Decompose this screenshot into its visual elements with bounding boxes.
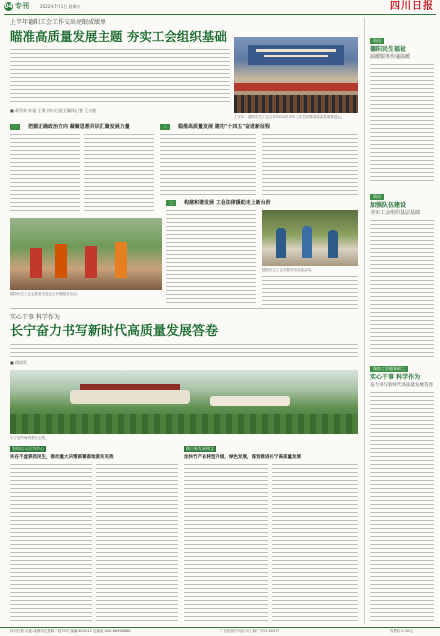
section-two-marker: 二 xyxy=(160,124,170,130)
section-two-text-col1 xyxy=(160,134,256,196)
sidebar-item3-text xyxy=(370,392,434,624)
bottom-right-tag: 践行新发展理念 xyxy=(186,446,214,451)
section-one-text-col1 xyxy=(10,134,80,214)
sidebar-item2-subtitle: 夯实工会组织基层基础 xyxy=(370,210,421,216)
bottom-right-text-col1 xyxy=(184,464,268,624)
second-story-intro xyxy=(10,344,358,358)
bottom-left-tag: 坚持以人民为中心 xyxy=(12,446,44,451)
top-story-headline: 瞄准高质量发展主题 夯实工会组织基础 xyxy=(10,29,227,44)
page-number: 04 xyxy=(4,3,13,10)
sidebar-item3-title: 实心干事 科学作为 xyxy=(370,374,421,381)
header-rule xyxy=(4,14,436,15)
sidebar-item1-tag: 资讯 xyxy=(370,38,384,44)
top-story-intro xyxy=(10,49,230,105)
second-story-byline: ■ 徐国军 xyxy=(10,360,28,365)
section-three-text xyxy=(166,210,256,306)
sidebar-item3-subtitle: 奋力书写新时代高质量发展答卷 xyxy=(370,383,433,388)
sidebar-item2-tag: 资讯 xyxy=(370,194,384,200)
sidebar-item1-text xyxy=(370,64,434,184)
sidebar-item1-title: 德阳民生福祉 xyxy=(370,46,407,53)
section-one-text-col2 xyxy=(84,134,154,214)
section-three-text-col2 xyxy=(262,276,358,306)
bottom-right-text-col2 xyxy=(272,464,358,624)
second-story-kicker: 实心干事 科学作为 xyxy=(10,314,60,321)
section-three-title: 构建和谐发展 工会法律援助走上新台阶 xyxy=(184,200,271,206)
sidebar-item1-subtitle: 温暖服务传递温暖 xyxy=(370,54,411,60)
footer-license: 广告经营许可证:川工商广字01-002号 xyxy=(220,629,280,633)
contest-photo xyxy=(262,210,358,266)
section-two-text-col2 xyxy=(262,134,358,196)
sidebar-item2-title: 加强队伍建设 xyxy=(370,202,407,209)
meeting-photo xyxy=(234,37,358,113)
section-two-title: 稳推高质量发展 建功"十四五"奋进新征程 xyxy=(178,124,270,130)
top-story-byline: ■ 蒋雪英 叶丽 王海 四川日报全媒体记者 王小波 xyxy=(10,108,97,113)
bottom-left-text-col2 xyxy=(96,464,178,624)
section-label: 专刊 xyxy=(15,2,29,10)
section-one-title: 把握正确政治方向 凝聚思想共识汇聚发展力量 xyxy=(28,124,130,130)
meeting-photo-caption: 上半年，德阳市总工会召开2022年半年工作总结暨高质量发展推进会。 xyxy=(234,115,345,119)
second-story-headline: 长宁奋力书写新时代高质量发展答卷 xyxy=(10,324,219,339)
footer-address: 四川日报 社址:成都市红星路二段70号 邮编:610012 总编室:028-86968888 xyxy=(10,629,131,633)
sidebar-divider xyxy=(364,18,365,624)
bamboo-sea-photo xyxy=(10,370,358,434)
section-three-marker: 三 xyxy=(166,200,176,206)
issue-date: 2022年7月1日 星期五 xyxy=(40,4,81,9)
bottom-right-title: 加快竹产业转型升级，绿色发展，谋划推进长宁高质量发展 xyxy=(184,455,301,460)
page-header xyxy=(0,0,440,14)
community-photo xyxy=(10,218,162,290)
bottom-left-title: 实在不虚狠抓民生，推动重大决策部署落地落实见效 xyxy=(10,455,114,460)
community-photo-caption: 德阳市总工会志愿者走进社区开展服务活动。 xyxy=(10,292,80,296)
top-story-kicker: 上半年德阳工会工作交出亮眼成绩单 xyxy=(10,19,107,26)
sidebar-item2-text xyxy=(370,220,434,360)
bottom-left-text-col1 xyxy=(10,464,92,624)
section-one-marker: 一 xyxy=(10,124,20,130)
sidebar-item3-tag: 聚焦工会服务职工 xyxy=(370,366,408,372)
bamboo-photo-caption: 长宁县竹海风景区全景。 xyxy=(10,436,49,440)
contest-photo-caption: 德阳市总工会开展劳动竞赛活动。 xyxy=(262,268,315,272)
masthead-logo: 四川日报 xyxy=(390,1,434,12)
story-divider xyxy=(10,308,358,309)
footer-price: 零售价:1.50元 xyxy=(390,629,413,633)
